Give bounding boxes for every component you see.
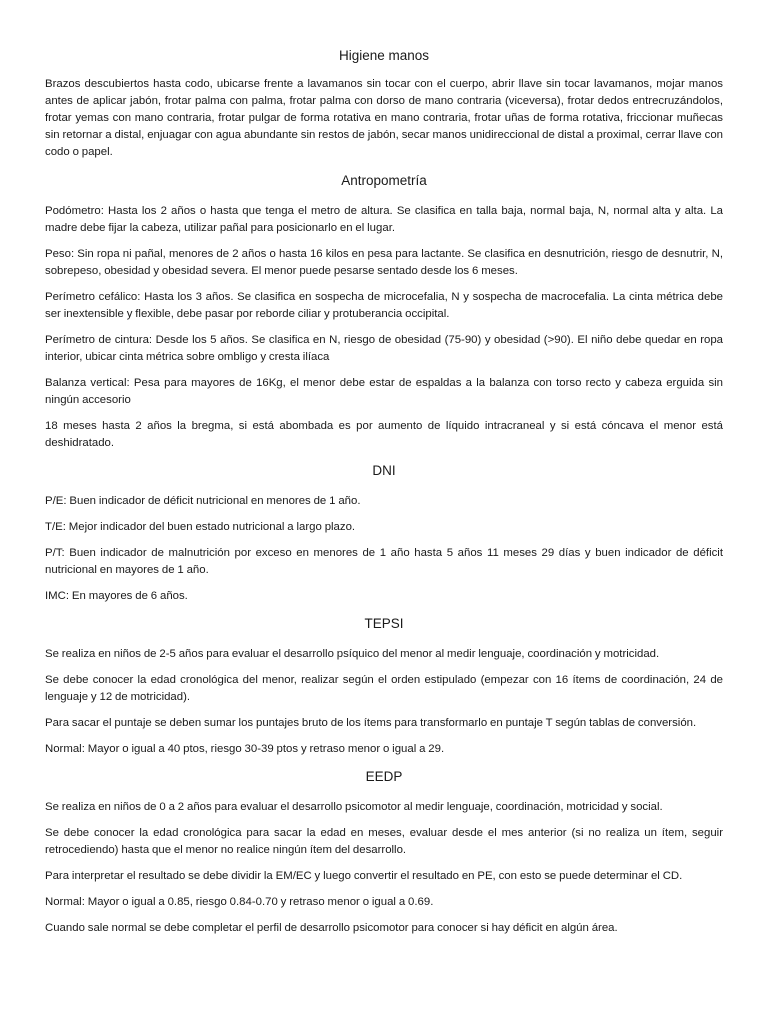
paragraph: Para sacar el puntaje se deben sumar los puntajes bruto de los ítems para transformarlo en puntaje T según tablas de conversión.	[45, 717, 697, 729]
paragraph: Normal: Mayor o igual a 0.85, riesgo 0.84-0.70 y retraso menor o igual a 0.69.	[45, 896, 434, 908]
paragraph: Podómetro: Hasta los 2 años o hasta que tenga el metro de altura. Se clasifica en talla baja, normal baja, N, normal alta y alta. La madre debe fijar la cabeza, utilizar pañal para posicionarlo en el lugar.	[45, 205, 723, 234]
paragraph: Balanza vertical: Pesa para mayores de 16Kg, el menor debe estar de espaldas a la balanza con torso recto y cabeza erguida sin ningún accesorio	[45, 377, 723, 406]
paragraph: P/T: Buen indicador de malnutrición por exceso en menores de 1 año hasta 5 años 11 meses 29 días y buen indicador de déficit nutricional en mayores de 1 año.	[45, 547, 723, 576]
section-dni	[45, 461, 723, 605]
paragraph: Se realiza en niños de 0 a 2 años para evaluar el desarrollo psicomotor al medir lenguaje, coordinación, motricidad y social.	[45, 801, 663, 813]
section-title-anthropometry: Antropometría	[341, 173, 427, 188]
section-eedp	[45, 767, 723, 937]
paragraph: Brazos descubiertos hasta codo, ubicarse frente a lavamanos sin tocar con el cuerpo, abrir llave sin tocar lavamanos, mojar manos antes de aplicar jabón, frotar palma con palma, frotar palma con dorso de mano contraria (viceversa), frotar dedos entrecruzándolos, frotar yemas con mano contraria, frotar pulgar de forma rotativa en mano contraria, frotar uñas de forma rotativa, friccionar muñecas sin retornar a distal, enjuagar con agua abundante sin restos de jabón, secar manos unidireccional de distal a proximal, cerrar llave con codo o papel.	[45, 78, 723, 158]
paragraph: Se debe conocer la edad cronológica del menor, realizar según el orden estipulado (empezar con 16 ítems de coordinación, 24 de lenguaje y 12 de motricidad).	[45, 674, 723, 703]
paragraph: Cuando sale normal se debe completar el perfil de desarrollo psicomotor para conocer si hay déficit en algún área.	[45, 922, 618, 934]
section-title-dni: DNI	[372, 463, 396, 478]
section-hand-hygiene	[45, 46, 723, 161]
paragraph: IMC: En mayores de 6 años.	[45, 590, 188, 602]
paragraph: Perímetro de cintura: Desde los 5 años. Se clasifica en N, riesgo de obesidad (75-90) y obesidad (>90). El niño debe quedar en ropa interior, ubicar cinta métrica sobre ombligo y cresta ilíaca	[45, 334, 723, 363]
paragraph: T/E: Mejor indicador del buen estado nutricional a largo plazo.	[45, 521, 356, 533]
paragraph: P/E: Buen indicador de déficit nutricional en menores de 1 año.	[45, 495, 361, 507]
paragraph: Normal: Mayor o igual a 40 ptos, riesgo 30-39 ptos y retraso menor o igual a 29.	[45, 743, 445, 755]
section-title-hand-hygiene: Higiene manos	[338, 48, 430, 63]
paragraph: Peso: Sin ropa ni pañal, menores de 2 años o hasta 16 kilos en pesa para lactante. Se clasifica en desnutrición, riesgo de desnutrir, N, sobrepeso, obesidad y obesidad severa. El menor puede pesarse sentado desde los 6 meses.	[45, 248, 723, 277]
section-title-eedp: EEDP	[365, 769, 403, 784]
section-title-tepsi: TEPSI	[364, 616, 404, 631]
section-tepsi	[45, 614, 723, 758]
paragraph: Se debe conocer la edad cronológica para sacar la edad en meses, evaluar desde el mes anterior (si no realiza un ítem, seguir retrocediendo) hasta que el menor no realice ningún ítem del desarrollo.	[45, 827, 723, 856]
paragraph: 18 meses hasta 2 años la bregma, si está abombada es por aumento de líquido intracraneal y si está cóncava el menor está deshidratado.	[45, 420, 723, 449]
section-anthropometry	[45, 171, 723, 452]
paragraph: Para interpretar el resultado se debe dividir la EM/EC y luego convertir el resultado en PE, con esto se puede determinar el CD.	[45, 870, 683, 882]
paragraph: Perímetro cefálico: Hasta los 3 años. Se clasifica en sospecha de microcefalia, N y sospecha de macrocefalia. La cinta métrica debe ser inextensible y flexible, debe pasar por reborde ciliar y protuberancia occipital.	[45, 291, 723, 320]
paragraph: Se realiza en niños de 2-5 años para evaluar el desarrollo psíquico del menor al medir lenguaje, coordinación y motricidad.	[45, 648, 660, 660]
